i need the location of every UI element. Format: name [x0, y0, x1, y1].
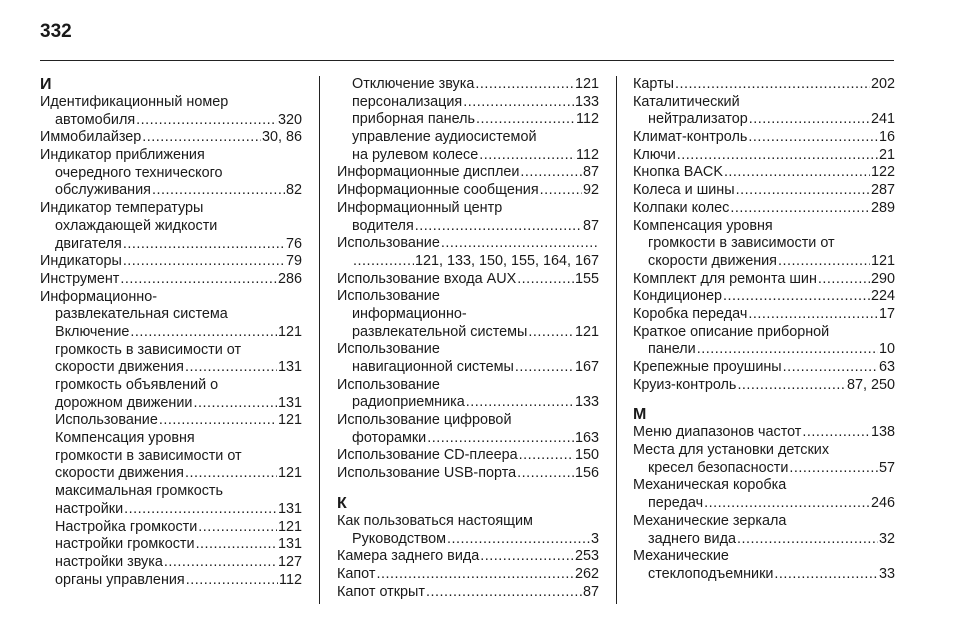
dot-leader — [517, 271, 574, 289]
index-subentry — [633, 341, 895, 359]
page-reference: 262 — [574, 565, 599, 582]
dot-leader — [818, 271, 870, 289]
entry-text: навигационной системы — [352, 359, 514, 375]
page-reference: 79 — [285, 253, 302, 270]
index-entry — [633, 76, 895, 94]
index-subentry — [40, 483, 302, 501]
dot-leader — [441, 235, 598, 253]
entry-text: Колеса и шины — [633, 182, 735, 199]
entry-text: Круиз-контроль — [633, 376, 737, 393]
page-reference: 82 — [285, 182, 302, 199]
entry-text: Комплект для ремонта шин — [633, 270, 817, 287]
dot-leader — [783, 359, 878, 377]
entry-text: Руководством — [352, 530, 446, 547]
entry-text: Крепежные проушины — [633, 359, 782, 375]
page-reference: 320 — [277, 111, 302, 128]
index-subentry — [40, 306, 302, 324]
entry-text: дорожном движении — [55, 394, 193, 411]
index-entry — [337, 513, 599, 531]
index-entry — [40, 129, 302, 147]
page-reference: 224 — [870, 288, 895, 305]
page-reference: 87, 250 — [846, 376, 895, 393]
index-entry — [40, 94, 302, 112]
entry-text: автомобиля — [55, 111, 136, 128]
dot-leader — [142, 129, 261, 147]
entry-text: информационно- — [352, 305, 467, 322]
entry-text: Индикаторы — [40, 253, 122, 270]
index-subentry — [40, 182, 302, 200]
index-entry — [633, 129, 895, 147]
entry-text: настройки громкости — [55, 536, 195, 553]
dot-leader — [528, 324, 574, 342]
entry-text: Иммобилайзер — [40, 129, 142, 146]
entry-text: двигателя — [55, 235, 122, 252]
section-gap — [633, 394, 895, 406]
dot-leader — [519, 447, 574, 465]
dot-leader — [136, 112, 277, 130]
index-entry — [337, 271, 599, 289]
page-reference: 287 — [870, 182, 895, 199]
page-reference: 155 — [574, 270, 599, 287]
entry-text: Колпаки колес — [633, 199, 730, 216]
entry-text: Индикатор приближения — [40, 147, 205, 164]
section-gap — [337, 483, 599, 495]
dot-leader — [123, 253, 285, 271]
entry-text: персонализация — [352, 93, 463, 110]
index-subentry — [337, 324, 599, 342]
entry-text: Места для установки детских — [633, 442, 830, 459]
page-reference: 3 — [590, 530, 599, 547]
entry-text: Инструмент — [40, 270, 120, 287]
entry-text: органы управления — [55, 571, 185, 588]
index-subentry — [40, 377, 302, 395]
page-reference: 121 — [277, 465, 302, 482]
index-subentry — [633, 566, 895, 584]
column-divider — [319, 76, 320, 604]
index-entry — [337, 164, 599, 182]
page-reference: 121, 133, 150, 155, 164, 167 — [414, 252, 599, 269]
entry-text: Каталитический — [633, 93, 740, 110]
dot-leader — [185, 465, 277, 483]
index-entry — [633, 218, 895, 236]
entry-text: скорости движения — [55, 359, 184, 376]
entry-text: Настройка громкости — [55, 518, 198, 535]
index-entry — [337, 182, 599, 200]
page-reference: 133 — [574, 394, 599, 411]
index-entry — [337, 584, 599, 602]
dot-leader — [196, 536, 277, 554]
dot-leader — [774, 566, 878, 584]
entry-text: Отключение звука — [352, 76, 475, 92]
dot-leader — [479, 147, 575, 165]
entry-text: Использование цифровой — [337, 412, 512, 429]
dot-leader — [802, 424, 870, 442]
dot-leader — [540, 182, 582, 200]
page-reference: 150 — [574, 447, 599, 464]
index-subentry — [40, 572, 302, 590]
index-entry — [633, 324, 895, 342]
entry-text: громкости в зависимости от — [55, 447, 242, 464]
dot-leader — [748, 129, 878, 147]
page-reference: 133 — [574, 93, 599, 110]
entry-text: передач — [648, 495, 704, 512]
page-reference: 156 — [574, 465, 599, 482]
index-entry — [633, 359, 895, 377]
dot-leader — [789, 460, 878, 478]
page-reference: 241 — [870, 111, 895, 128]
index-subentry — [337, 430, 599, 448]
index-entry — [337, 341, 599, 359]
page-reference: 121 — [277, 412, 302, 429]
dot-leader — [415, 218, 582, 236]
entry-text: Использование USB-порта — [337, 465, 517, 482]
entry-text: Использование — [337, 376, 440, 393]
index-column-1 — [40, 76, 302, 589]
page-reference: 290 — [870, 270, 895, 287]
entry-text: Краткое описание приборной — [633, 323, 830, 340]
page-reference: 32 — [878, 530, 895, 547]
entry-text: Механическая коробка — [633, 477, 787, 494]
index-subentry — [40, 359, 302, 377]
index-subentry — [40, 112, 302, 130]
entry-text: Индикатор температуры — [40, 200, 204, 217]
index-entry — [337, 412, 599, 430]
dot-leader — [515, 359, 574, 377]
entry-text: скорости движения — [55, 465, 184, 482]
index-subentry — [40, 448, 302, 466]
index-entry — [40, 200, 302, 218]
entry-text: кресел безопасности — [648, 459, 789, 476]
page-reference: 87 — [582, 583, 599, 600]
index-subentry — [337, 147, 599, 165]
dot-leader — [159, 412, 277, 430]
dot-leader — [697, 341, 878, 359]
entry-text: Механические — [633, 548, 729, 565]
index-subentry — [633, 531, 895, 549]
index-entry — [633, 271, 895, 289]
dot-leader — [730, 200, 870, 218]
entry-text: нейтрализатор — [648, 111, 748, 128]
page-reference: 92 — [582, 182, 599, 199]
entry-text: Компенсация уровня — [633, 217, 773, 234]
page-reference: 121 — [277, 518, 302, 535]
entry-text: Информационные сообщения — [337, 182, 539, 199]
page-reference: 122 — [870, 164, 895, 181]
entry-text: фоторамки — [352, 429, 427, 446]
index-subentry — [40, 165, 302, 183]
dot-leader — [737, 531, 878, 549]
entry-text: водителя — [352, 217, 414, 234]
entry-text: Карты — [633, 76, 675, 92]
page-number: 332 — [40, 21, 72, 42]
dot-leader — [736, 182, 870, 200]
entry-text: Информационно- — [40, 288, 158, 305]
entry-text: громкость объявлений о — [55, 377, 219, 393]
entry-text: Компенсация уровня — [55, 430, 195, 447]
dot-leader — [737, 377, 846, 395]
page-reference: 112 — [576, 111, 599, 128]
entry-text: развлекательная система — [55, 306, 228, 323]
entry-text: на рулевом колесе — [352, 146, 479, 163]
entry-text: Меню диапазонов частот — [633, 424, 802, 441]
dot-leader — [778, 253, 870, 271]
index-entry — [633, 477, 895, 495]
dot-leader — [723, 288, 870, 306]
entry-text: развлекательной системы — [352, 323, 528, 340]
entry-text: приборная панель — [352, 111, 475, 128]
index-letter-heading: И — [40, 76, 52, 93]
page-reference: 246 — [870, 495, 895, 512]
page-reference: 21 — [878, 146, 895, 163]
index-entry — [337, 447, 599, 465]
dot-leader — [476, 111, 575, 129]
index-subentry — [337, 306, 599, 324]
dot-leader — [466, 394, 574, 412]
index-subentry — [40, 430, 302, 448]
index-subentry — [40, 554, 302, 572]
page-reference: 16 — [878, 129, 895, 146]
dot-leader — [120, 271, 277, 289]
index-subentry — [337, 531, 599, 549]
dot-leader — [164, 554, 277, 572]
dot-leader — [677, 147, 878, 165]
entry-text: Капот открыт — [337, 583, 425, 600]
index-entry — [40, 253, 302, 271]
entry-text: обслуживания — [55, 182, 151, 199]
index-subentry — [633, 495, 895, 513]
page-reference: 63 — [878, 359, 895, 375]
entry-text: скорости движения — [648, 252, 777, 269]
page-reference: 30, 86 — [261, 129, 302, 146]
entry-text: настройки звука — [55, 553, 163, 570]
index-entry — [633, 424, 895, 442]
index-subentry — [40, 536, 302, 554]
dot-leader — [193, 395, 277, 413]
entry-text: Механические зеркала — [633, 512, 787, 529]
index-entry — [633, 548, 895, 566]
page-reference: 112 — [279, 571, 302, 588]
index-entry — [633, 200, 895, 218]
index-subentry — [40, 501, 302, 519]
page-reference: 76 — [285, 235, 302, 252]
page-reference: 10 — [878, 341, 895, 358]
entry-text: Использование — [55, 412, 158, 429]
entry-text: Информационный центр — [337, 199, 503, 216]
dot-leader — [724, 164, 870, 182]
entry-text: Использование входа AUX — [337, 270, 517, 287]
page-reference: 138 — [870, 424, 895, 441]
index-entry — [337, 288, 599, 306]
entry-text: Идентификационный номер — [40, 94, 229, 110]
entry-text: максимальная громкость — [55, 483, 224, 500]
entry-text: Кнопка BACK — [633, 164, 723, 181]
index-entry — [633, 513, 895, 531]
index-subentry — [40, 218, 302, 236]
entry-text: Использование — [337, 235, 440, 252]
index-entry — [633, 377, 895, 395]
dot-leader — [376, 566, 574, 584]
index-entry — [633, 182, 895, 200]
dot-leader — [475, 76, 574, 94]
index-entry — [337, 548, 599, 566]
index-subentry — [337, 253, 599, 271]
page-reference: 57 — [878, 459, 895, 476]
dot-leader — [675, 76, 870, 94]
entry-text: Капот — [337, 565, 376, 582]
entry-text: Информационные дисплеи — [337, 164, 520, 181]
index-entry — [633, 94, 895, 112]
entry-text: Климат-контроль — [633, 129, 748, 146]
entry-text: громкость в зависимости от — [55, 341, 242, 358]
entry-text: Как пользоваться настоящим — [337, 512, 533, 529]
entry-text: Коробка передач — [633, 305, 748, 322]
entry-text: очередного технического — [55, 164, 223, 181]
entry-text: заднего вида — [648, 530, 736, 547]
index-entry — [633, 288, 895, 306]
index-entry — [40, 289, 302, 307]
dot-leader — [749, 111, 870, 129]
page-reference: 289 — [870, 199, 895, 216]
dot-leader — [427, 430, 574, 448]
dot-leader — [748, 306, 878, 324]
entry-text: охлаждающей жидкости — [55, 217, 218, 234]
page-reference: 33 — [878, 565, 895, 582]
index-entry — [337, 200, 599, 218]
index-entry — [337, 465, 599, 483]
index-column-3 — [633, 76, 895, 584]
page-reference: 202 — [870, 76, 895, 92]
index-subentry — [337, 94, 599, 112]
entry-text: громкости в зависимости от — [648, 235, 835, 252]
index-subentry — [337, 76, 599, 94]
entry-text: стеклоподъемники — [648, 565, 774, 582]
dot-leader — [480, 548, 574, 566]
page-reference: 121 — [277, 323, 302, 340]
index-entry — [633, 306, 895, 324]
index-subentry — [40, 342, 302, 360]
dot-leader — [124, 501, 277, 519]
page-reference: 121 — [574, 76, 599, 92]
page-reference: 163 — [574, 429, 599, 446]
page-reference: 167 — [574, 359, 599, 375]
dot-leader — [704, 495, 870, 513]
index-letter-heading: К — [337, 494, 347, 512]
index-entry — [337, 566, 599, 584]
dot-leader — [198, 519, 277, 537]
index-subentry — [40, 465, 302, 483]
page-reference: 131 — [277, 500, 302, 517]
entry-text: Использование CD-плеера — [337, 447, 518, 464]
page-reference: 87 — [582, 164, 599, 181]
index-subentry — [337, 359, 599, 377]
page-reference: 253 — [574, 548, 599, 565]
page-reference: 17 — [878, 305, 895, 322]
index-subentry — [633, 460, 895, 478]
index-column-2 — [337, 76, 599, 601]
entry-text: настройки — [55, 500, 124, 517]
page-reference: 121 — [574, 323, 599, 340]
entry-text: Камера заднего вида — [337, 548, 480, 565]
dot-leader — [353, 253, 414, 271]
entry-text: Использование — [337, 288, 440, 305]
index-entry — [633, 147, 895, 165]
index-subentry — [633, 111, 895, 129]
header-rule — [40, 60, 894, 61]
dot-leader — [463, 94, 574, 112]
entry-text: Использование — [337, 341, 440, 358]
dot-leader — [152, 182, 285, 200]
page-reference: 127 — [277, 553, 302, 570]
page-reference: 131 — [277, 394, 302, 411]
index-subentry — [40, 324, 302, 342]
index-entry — [337, 235, 599, 253]
entry-text: Кондиционер — [633, 288, 723, 305]
column-divider — [616, 76, 617, 604]
index-subentry — [40, 412, 302, 430]
index-letter-heading: М — [633, 406, 647, 424]
index-subentry — [40, 519, 302, 537]
page-reference: 121 — [870, 252, 895, 269]
page-reference: 286 — [277, 270, 302, 287]
dot-leader — [186, 572, 278, 590]
index-subentry — [337, 111, 599, 129]
page-reference: 131 — [277, 536, 302, 553]
dot-leader — [130, 324, 277, 342]
index-subentry — [633, 235, 895, 253]
dot-leader — [447, 531, 590, 549]
index-subentry — [40, 236, 302, 254]
index-entry — [633, 164, 895, 182]
index-subentry — [337, 394, 599, 412]
entry-text: управление аудиосистемой — [352, 129, 537, 146]
index-entry — [633, 442, 895, 460]
entry-text: радиоприемника — [352, 394, 465, 411]
page-reference: 131 — [277, 359, 302, 376]
dot-leader — [520, 164, 582, 182]
index-entry — [40, 147, 302, 165]
index-entry — [40, 271, 302, 289]
index-subentry — [40, 395, 302, 413]
entry-text: панели — [648, 341, 696, 358]
index-entry — [337, 377, 599, 395]
index-subentry — [633, 253, 895, 271]
page-reference: 87 — [582, 217, 599, 234]
index-subentry — [337, 129, 599, 147]
dot-leader — [517, 465, 574, 483]
dot-leader — [185, 359, 277, 377]
index-subentry — [337, 218, 599, 236]
dot-leader — [426, 584, 582, 602]
page-reference: 112 — [576, 146, 599, 163]
entry-text: Включение — [55, 323, 130, 340]
dot-leader — [123, 236, 285, 254]
entry-text: Ключи — [633, 146, 676, 163]
